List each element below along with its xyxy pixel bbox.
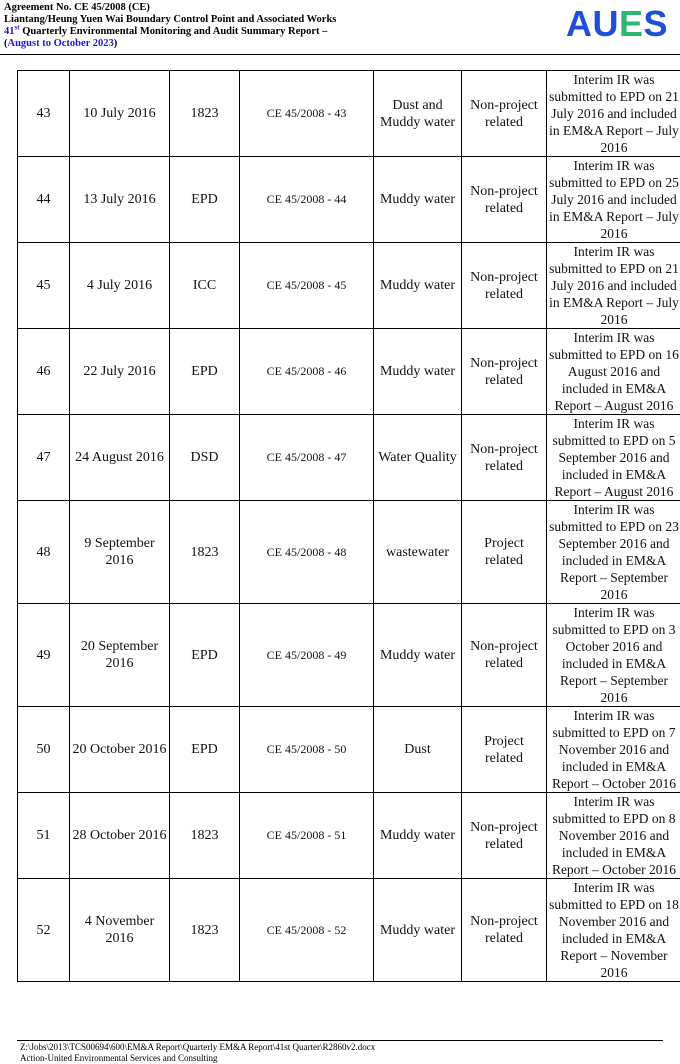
cell-complaint-type: Dust (374, 707, 462, 793)
period-open: ( (4, 38, 8, 49)
cell-source: 1823 (170, 71, 240, 157)
cell-log-number: 52 (18, 879, 70, 982)
cell-relation: Project related (462, 501, 547, 604)
cell-log-number: 48 (18, 501, 70, 604)
table-row (18, 604, 680, 707)
cell-remark: Interim IR was submitted to EPD on 21 July 2016 and included in EM&A Report – July 2016 (547, 71, 680, 157)
table-row (18, 707, 680, 793)
logo-part-au: AU (565, 3, 619, 44)
company-name: Action-United Environmental Services and Consulting (20, 1053, 218, 1063)
cell-date: 4 July 2016 (70, 243, 170, 329)
logo-part-s: S (643, 3, 668, 44)
cell-reference: CE 45/2008 - 47 (240, 415, 374, 501)
logo-part-e: E (618, 3, 644, 44)
cell-reference: CE 45/2008 - 52 (240, 879, 374, 982)
cell-date: 10 July 2016 (70, 71, 170, 157)
cell-relation: Non-project related (462, 71, 547, 157)
table-row (18, 243, 680, 329)
cell-date: 28 October 2016 (70, 793, 170, 879)
cell-source: DSD (170, 415, 240, 501)
cell-remark: Interim IR was submitted to EPD on 8 November 2016 and included in EM&A Report – October 2016 (547, 793, 680, 879)
cell-relation: Non-project related (462, 329, 547, 415)
cell-source: ICC (170, 243, 240, 329)
project-title: Liantang/Heung Yuen Wai Boundary Control Point and Associated Works (4, 14, 337, 25)
cell-log-number: 45 (18, 243, 70, 329)
cell-complaint-type: Muddy water (374, 329, 462, 415)
page-header (4, 2, 676, 56)
complaint-log-table (17, 70, 680, 982)
cell-remark: Interim IR was submitted to EPD on 7 November 2016 and included in EM&A Report – October 2016 (547, 707, 680, 793)
cell-source: 1823 (170, 501, 240, 604)
table-row (18, 71, 680, 157)
aues-logo (566, 4, 668, 44)
cell-date: 9 September 2016 (70, 501, 170, 604)
cell-complaint-type: Muddy water (374, 157, 462, 243)
period-close: ) (113, 38, 118, 49)
cell-reference: CE 45/2008 - 51 (240, 793, 374, 879)
cell-relation: Non-project related (462, 415, 547, 501)
cell-complaint-type: wastewater (374, 501, 462, 604)
file-path: Z:\Jobs\2013\TCS00694\600\EM&A Report\Quarterly EM&A Report\41st Quarter\R2860v2.docx (20, 1042, 376, 1052)
agreement-number: Agreement No. CE 45/2008 (CE) (4, 2, 150, 13)
cell-remark: Interim IR was submitted to EPD on 21 July 2016 and included in EM&A Report – July 2016 (547, 243, 680, 329)
report-number: 41 (4, 26, 15, 37)
table-row (18, 879, 680, 982)
cell-remark: Interim IR was submitted to EPD on 18 November 2016 and included in EM&A Report – November 2016 (547, 879, 680, 982)
cell-date: 13 July 2016 (70, 157, 170, 243)
cell-source: 1823 (170, 793, 240, 879)
cell-remark: Interim IR was submitted to EPD on 25 July 2016 and included in EM&A Report – July 2016 (547, 157, 680, 243)
cell-relation: Non-project related (462, 793, 547, 879)
table-row (18, 157, 680, 243)
cell-log-number: 49 (18, 604, 70, 707)
cell-reference: CE 45/2008 - 49 (240, 604, 374, 707)
cell-remark: Interim IR was submitted to EPD on 23 September 2016 and included in EM&A Report – September 2016 (547, 501, 680, 604)
cell-source: EPD (170, 157, 240, 243)
cell-reference: CE 45/2008 - 50 (240, 707, 374, 793)
cell-reference: CE 45/2008 - 43 (240, 71, 374, 157)
table-row (18, 501, 680, 604)
cell-date: 20 September 2016 (70, 604, 170, 707)
table-body (18, 71, 680, 982)
cell-complaint-type: Muddy water (374, 604, 462, 707)
cell-date: 20 October 2016 (70, 707, 170, 793)
cell-log-number: 51 (18, 793, 70, 879)
page-footer (20, 1042, 375, 1064)
table-row (18, 415, 680, 501)
cell-date: 22 July 2016 (70, 329, 170, 415)
cell-relation: Non-project related (462, 604, 547, 707)
period-text: August to October 2023 (7, 38, 114, 49)
cell-complaint-type: Water Quality (374, 415, 462, 501)
cell-remark: Interim IR was submitted to EPD on 5 September 2016 and included in EM&A Report – August 2016 (547, 415, 680, 501)
cell-source: 1823 (170, 879, 240, 982)
header-divider (0, 54, 680, 55)
cell-reference: CE 45/2008 - 48 (240, 501, 374, 604)
cell-log-number: 44 (18, 157, 70, 243)
table-row (18, 329, 680, 415)
cell-reference: CE 45/2008 - 46 (240, 329, 374, 415)
cell-log-number: 50 (18, 707, 70, 793)
cell-relation: Non-project related (462, 157, 547, 243)
cell-complaint-type: Muddy water (374, 879, 462, 982)
cell-remark: Interim IR was submitted to EPD on 16 August 2016 and included in EM&A Report – August 2016 (547, 329, 680, 415)
cell-date: 4 November 2016 (70, 879, 170, 982)
cell-complaint-type: Muddy water (374, 243, 462, 329)
cell-log-number: 43 (18, 71, 70, 157)
cell-relation: Project related (462, 707, 547, 793)
table-row (18, 793, 680, 879)
cell-remark: Interim IR was submitted to EPD on 3 October 2016 and included in EM&A Report – September 2016 (547, 604, 680, 707)
cell-reference: CE 45/2008 - 44 (240, 157, 374, 243)
cell-log-number: 47 (18, 415, 70, 501)
cell-source: EPD (170, 707, 240, 793)
cell-relation: Non-project related (462, 879, 547, 982)
cell-log-number: 46 (18, 329, 70, 415)
cell-source: EPD (170, 329, 240, 415)
footer-divider (17, 1040, 663, 1041)
report-number-suffix: st (14, 23, 20, 32)
cell-relation: Non-project related (462, 243, 547, 329)
cell-date: 24 August 2016 (70, 415, 170, 501)
cell-complaint-type: Muddy water (374, 793, 462, 879)
cell-source: EPD (170, 604, 240, 707)
report-title-text: Quarterly Environmental Monitoring and Audit Summary Report – (19, 26, 328, 37)
cell-reference: CE 45/2008 - 45 (240, 243, 374, 329)
cell-complaint-type: Dust and Muddy water (374, 71, 462, 157)
